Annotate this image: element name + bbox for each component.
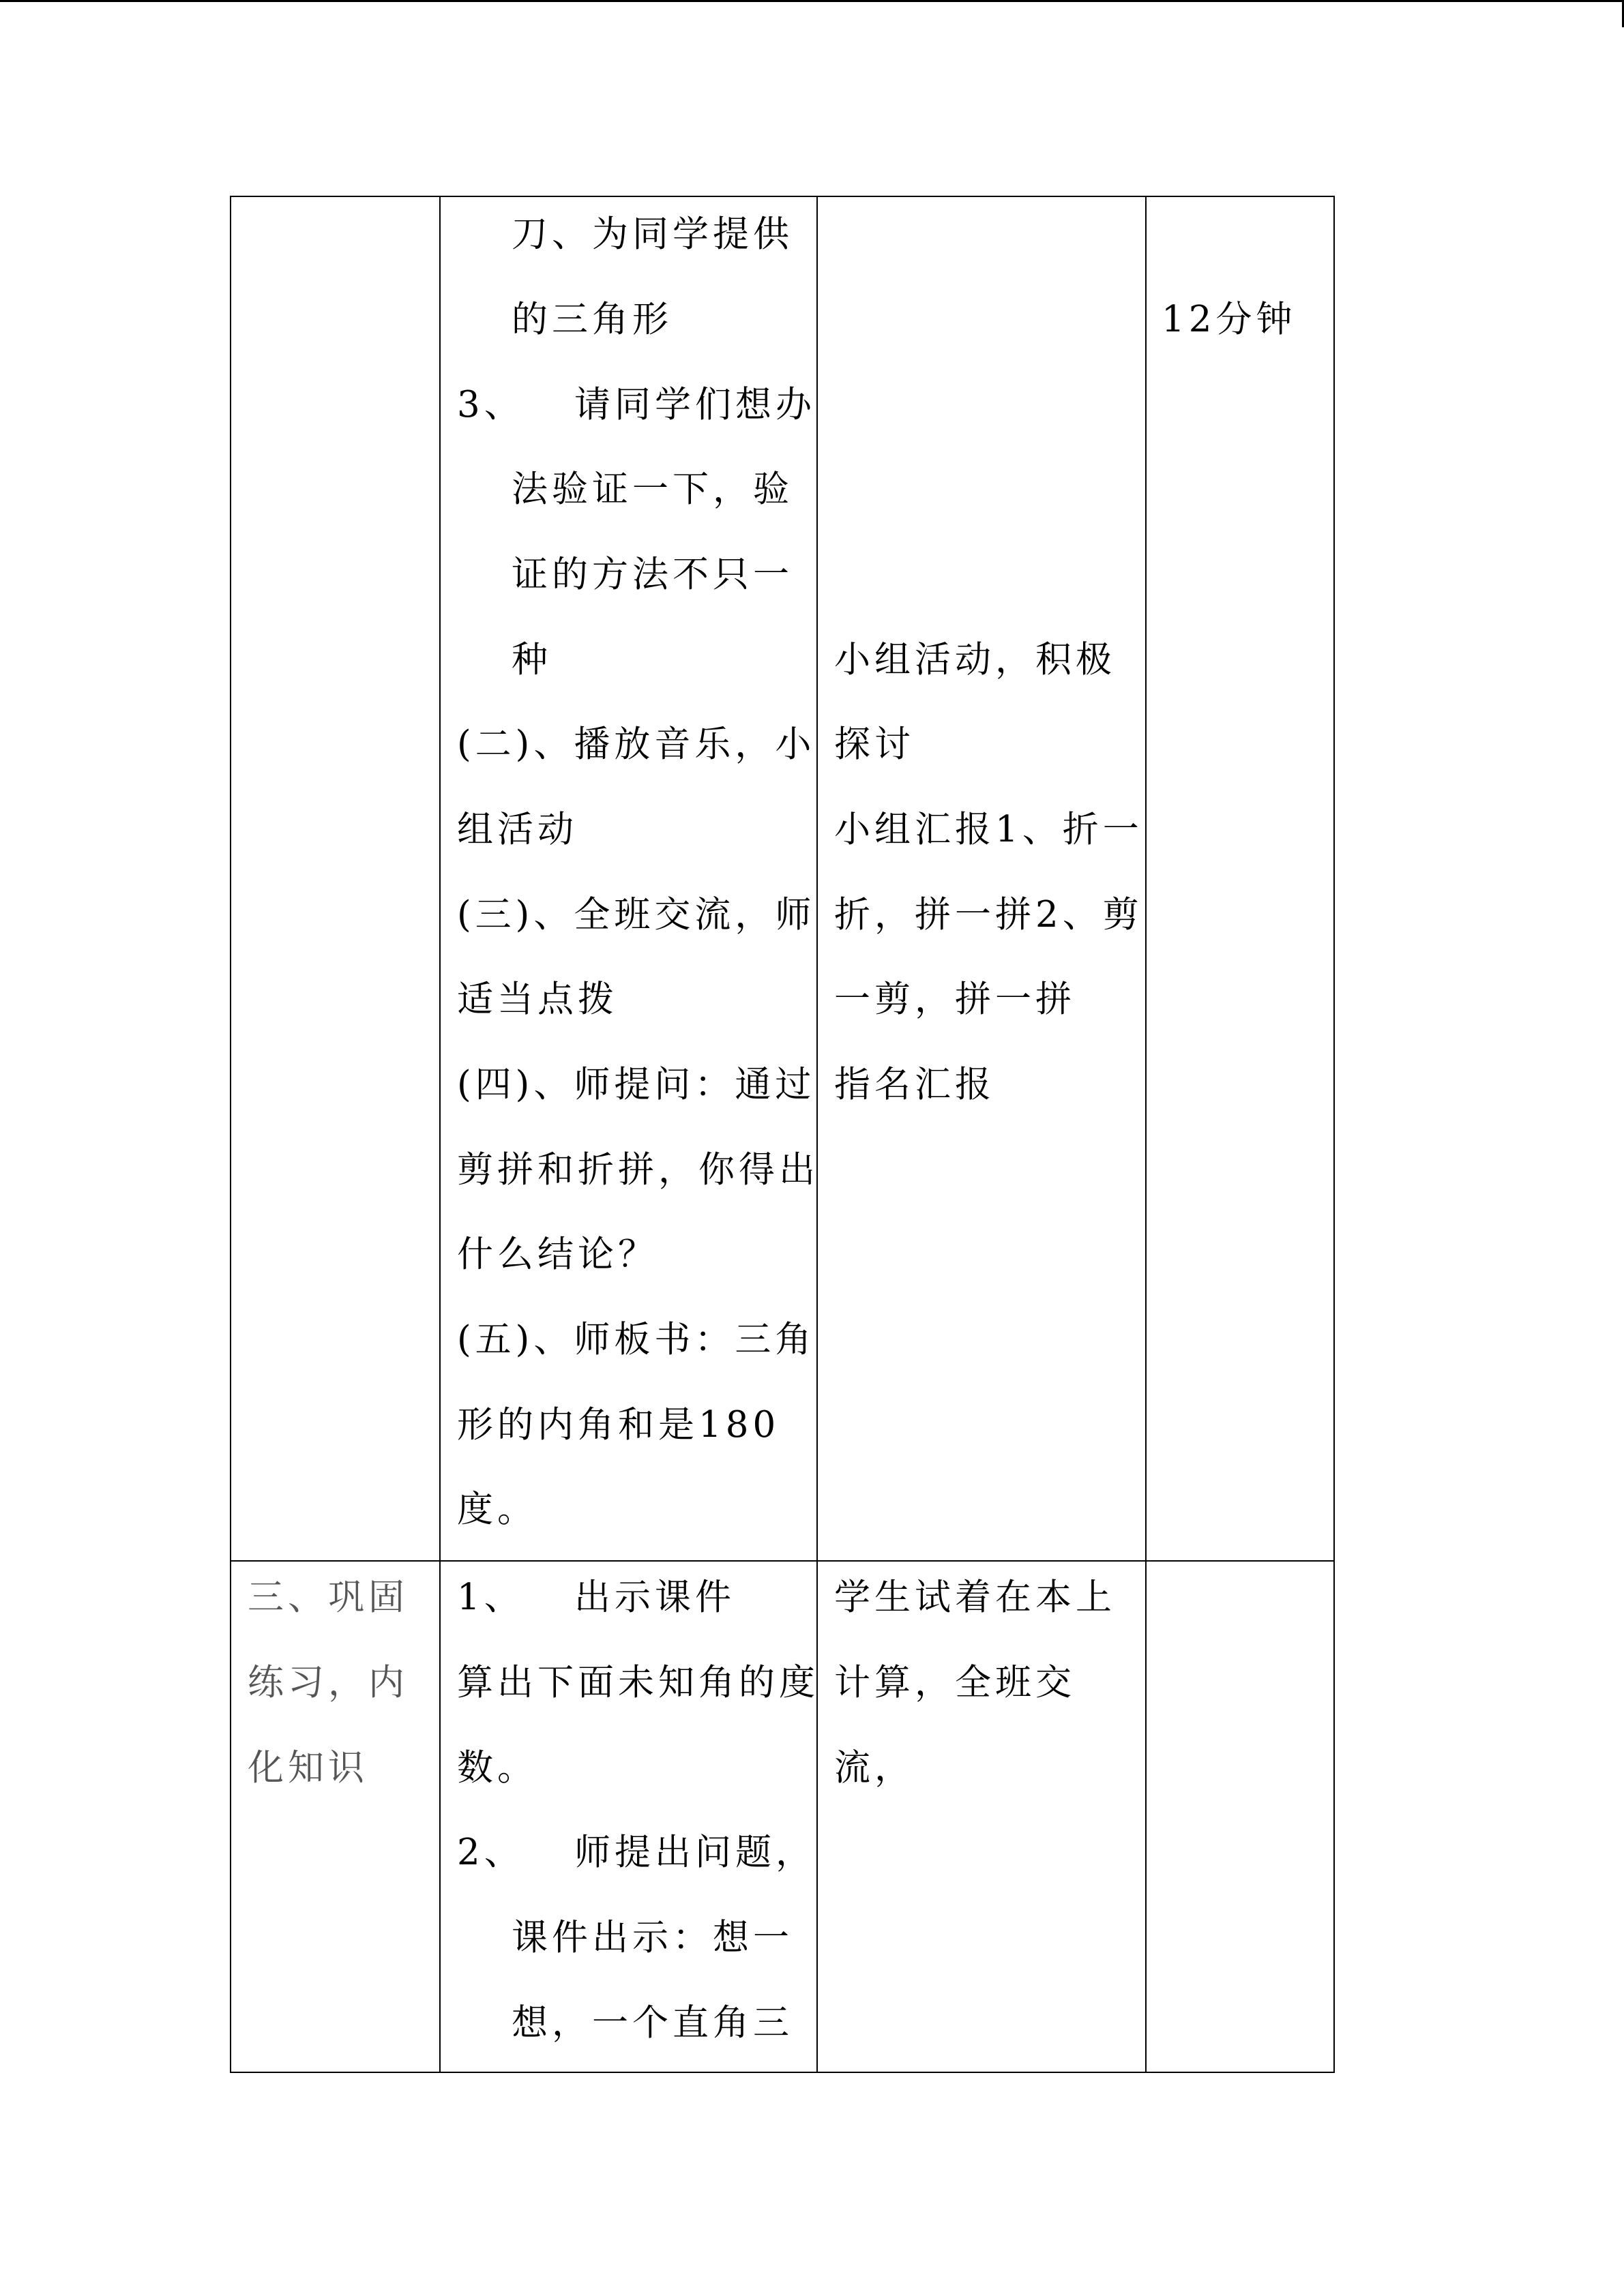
student-line: 学生试着在本上 [834,1577,1116,1618]
student-line: 流， [834,1747,915,1789]
process-line: (五)、师板书：三角 [457,1319,816,1360]
stage-line: 练习，内 [248,1662,409,1703]
time-cell [1146,196,1334,1561]
process-line: 组活动 [457,809,578,850]
process-line: 形的内角和是180 [457,1404,780,1446]
process-line: 课件出示：想一 [512,1917,793,1958]
lesson-plan-table [230,196,1335,2073]
student-line: 计算，全班交 [834,1662,1076,1703]
student-activity-cell [817,196,1146,1561]
process-line: 想，一个直角三 [512,2002,793,2044]
student-line: 探讨 [834,724,915,765]
student-line: 一剪，拼一拼 [834,979,1076,1020]
process-line: 法验证一下，验 [512,468,793,510]
table-row [231,196,1334,1561]
student-line: 折，拼一拼2、剪 [834,894,1143,936]
list-number: 2、 [457,1832,525,1873]
student-line: 小组活动，积极 [834,639,1116,681]
student-activity-cell [817,1561,1146,2072]
process-line: 算出下面未知角的度 [457,1662,819,1703]
process-line: 种 [512,639,552,681]
stage-cell [231,196,440,1561]
process-line: 刀、为同学提供 [512,213,793,255]
process-line [457,1575,735,1620]
process-line: 什么结论？ [457,1234,658,1275]
student-line: 指名汇报 [834,1064,995,1105]
process-line: 证的方法不只一 [512,554,793,595]
list-text: 师提出问题， [574,1832,816,1873]
teaching-process-cell [440,196,817,1561]
process-line: (四)、师提问：通过 [457,1064,816,1105]
process-line: 度。 [457,1489,537,1530]
time-cell [1146,1561,1334,2072]
process-line [457,1830,816,1875]
stage-line: 三、巩固 [248,1577,409,1618]
process-line: 剪拼和折拼，你得出 [457,1149,819,1191]
process-line: 的三角形 [512,299,673,340]
stage-line: 化知识 [248,1747,368,1789]
teaching-process-cell [440,1561,817,2072]
process-line: (二)、播放音乐，小 [457,724,816,765]
process-line [457,383,816,428]
process-line: 数。 [457,1747,537,1789]
page-top-border [0,0,1624,2]
process-line: 适当点拨 [457,979,618,1020]
list-number: 1、 [457,1577,525,1618]
list-text: 请同学们想办 [574,384,816,426]
list-text: 出示课件 [574,1577,735,1618]
time-text: 12分钟 [1162,299,1297,340]
table-row [231,1561,1334,2072]
student-line: 小组汇报1、折一 [834,809,1143,850]
list-number: 3、 [457,384,525,426]
process-line: (三)、全班交流，师 [457,894,816,936]
stage-cell [231,1561,440,2072]
